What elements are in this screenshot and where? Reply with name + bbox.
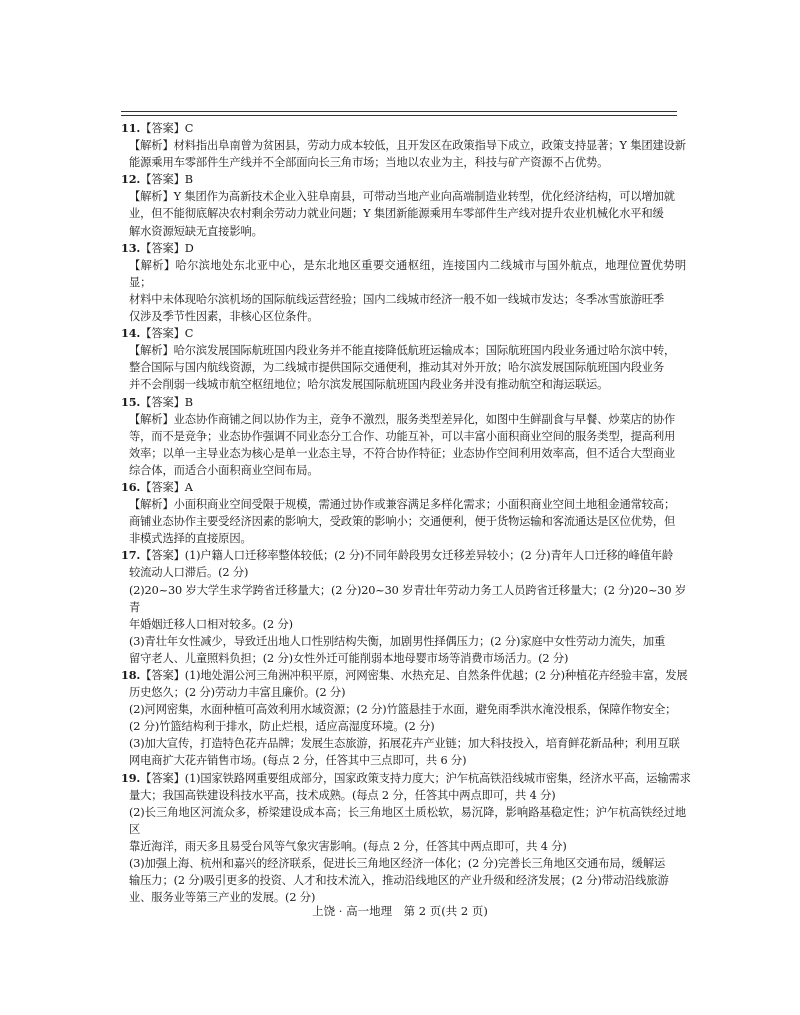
explanation-line: 非模式选择的直接原因。 — [129, 532, 252, 546]
answer-text: 【答案】D — [140, 241, 194, 255]
answer-text: 【答案】A — [140, 480, 193, 494]
answer-text: 【答案】B — [140, 395, 193, 409]
question-14 — [121, 325, 686, 393]
question-13 — [121, 240, 686, 325]
explanation-line: (2 分)竹篮结构利于排水，防止烂根，适应高湿度环境。(2 分) — [129, 720, 435, 734]
explanation-line: 仅涉及季节性因素，非核心区位条件。 — [129, 310, 319, 324]
explanation-line: (2)河网密集，水面种植可高效利用水域资源；(2 分)竹篮悬挂于水面，避免雨季洪水淹没根系，保障作物安全； — [129, 703, 677, 717]
header-rule — [121, 111, 677, 116]
question-19 — [121, 770, 691, 907]
question-number: 19. — [121, 770, 141, 785]
explanation-line: 【解析】哈尔滨地处东北亚中心，是东北地区重要交通枢纽，连接国内二线城市与国外航点，地理位置优势明显； — [129, 258, 686, 289]
explanation-line: 量大；我国高铁建设科技水平高，技术成熟。(每点 2 分，任答其中两点即可，共 4 分) — [129, 788, 556, 802]
explanation-line: 商铺业态协作主要受经济因素的影响大，受政策的影响小；交通便利，便于货物运输和客流通达是区位优势，但 — [129, 515, 676, 529]
answer-line — [121, 479, 686, 496]
answer-line — [121, 120, 686, 137]
explanation-line: (2)长三角地区河流众多，桥梁建设成本高；长三角地区土质松软，易沉降，影响路基稳定性；沪乍杭高铁经过地区 — [129, 805, 686, 836]
question-number: 16. — [121, 479, 141, 494]
explanation-line: (3)加大宣传，打造特色花卉品牌；发展生态旅游，拓展花卉产业链；加大科技投入，培育鲜花新品种；利用互联 — [129, 737, 680, 751]
answer-text: 【答案】(1)户籍人口迁移率整体较低；(2 分)不同年龄段男女迁移差异较小；(2 分)青年人口迁移的峰值年龄 — [140, 549, 674, 563]
explanation-line: 能源乘用车零部件生产线并不全部面向长三角市场；当地以农业为主，科技与矿产资源不占优势。 — [129, 156, 609, 170]
explanation-line: 【解析】小面积商业空间受限于规模，需通过协作或兼容满足多样化需求；小面积商业空间土地租金通常较高； — [129, 498, 676, 512]
explanation-line: 【解析】Y 集团作为高新技术企业入驻阜南县，可带动当地产业向高端制造业转型，优化经济结构，可以增加就 — [129, 190, 675, 204]
question-11 — [121, 120, 686, 171]
explanation-line: 等，而不是竞争；业态协作强调不同业态分工合作、功能互补，可以丰富小面积商业空间的服务类型，提高利用 — [129, 429, 676, 443]
question-number: 17. — [121, 548, 141, 563]
answer-line — [121, 770, 691, 787]
question-number: 18. — [121, 668, 141, 682]
question-number: 11. — [121, 121, 141, 135]
explanation-line: 靠近海洋，雨天多且易受台风等气象灾害影响。(每点 2 分，任答其中两点即可，共 4 分) — [129, 839, 567, 853]
explanation-line: 输压力；(2 分)吸引更多的投资、人才和技术流入，推动沿线地区的产业升级和经济发展；(2 分)带动沿线旅游 — [129, 874, 669, 888]
answer-text: 【答案】B — [140, 173, 193, 187]
question-18 — [121, 667, 686, 770]
question-number: 12. — [121, 172, 141, 187]
question-17 — [121, 547, 686, 667]
question-16 — [121, 479, 686, 547]
answer-text: 【答案】C — [140, 122, 194, 135]
explanation-line: 年婚姻迁移人口相对较多。(2 分) — [129, 617, 293, 631]
explanation-line: 【解析】业态协作商铺之间以协作为主，竞争不激烈，服务类型差异化，如图中生鲜副食与早餐、炒菜店的协作 — [129, 412, 676, 426]
answer-text: 【答案】(1)地处湄公河三角洲冲积平原，河网密集、水热充足、自然条件优越；(2 分)种植花卉经验丰富，发展 — [140, 669, 688, 682]
page-footer: 上饶 · 高一地理 第 2 页(共 2 页) — [312, 904, 488, 918]
explanation-line: 网电商扩大花卉销售市场。(每点 2 分，任答其中三点即可，共 6 分) — [129, 754, 467, 768]
explanation-line: (3)青壮年女性减少，导致迁出地人口性别结构失衡，加剧男性择偶压力；(2 分)家庭中女性劳动力流失，加重 — [129, 634, 666, 648]
explanation-line: 并不会削弱一线城市航空枢纽地位；哈尔滨发展国际航班国内段业务并没有推动航空和海运联运。 — [129, 378, 609, 392]
answer-line — [121, 547, 686, 564]
answer-text: 【答案】(1)国家铁路网重要组成部分，国家政策支持力度大；沪乍杭高铁沿线城市密集，经济水平高，运输需求 — [140, 771, 691, 785]
explanation-line: 历史悠久；(2 分)劳动力丰富且廉价。(2 分) — [129, 686, 346, 700]
answer-line — [121, 171, 686, 188]
answer-key-content — [121, 120, 691, 906]
explanation-line: 业，但不能彻底解决农村剩余劳动力就业问题；Y 集团新能源乘用车零部件生产线对提升农业机械化水平和缓 — [129, 207, 664, 221]
question-15 — [121, 394, 686, 479]
question-12 — [121, 171, 686, 239]
explanation-line: 较流动人口滞后。(2 分) — [129, 566, 249, 580]
answer-line — [121, 394, 686, 411]
answer-line — [121, 240, 686, 257]
explanation-line: 综合体，而适合小面积商业空间布局。 — [129, 463, 319, 477]
answer-line — [121, 667, 686, 684]
explanation-line: 【解析】材料指出阜南曾为贫困县，劳动力成本较低，且开发区在政策指导下成立，政策支持显著；Y 集团建设新 — [129, 139, 686, 153]
explanation-line: 整合国际与国内航线资源，为二线城市提供国际交通便利，推动其对外开放；哈尔滨发展国际航班国内段业务 — [129, 361, 665, 375]
answer-text: 【答案】C — [140, 327, 194, 341]
explanation-line: (3)加强上海、杭州和嘉兴的经济联系，促进长三角地区经济一体化；(2 分)完善长三角地区交通布局，缓解运 — [129, 857, 666, 871]
question-number: 15. — [121, 394, 141, 409]
explanation-line: 【解析】哈尔滨发展国际航班国内段业务并不能直接降低航班运输成本；国际航班国内段业务通过哈尔滨中转， — [129, 344, 676, 358]
answer-line — [121, 325, 686, 342]
explanation-line: 留守老人、儿童照料负担；(2 分)女性外迁可能削弱本地母婴市场等消费市场活力。(2 分) — [129, 651, 569, 665]
question-number: 14. — [121, 326, 141, 341]
question-number: 13. — [121, 240, 141, 255]
explanation-line: 解水资源短缺无直接影响。 — [129, 224, 263, 238]
explanation-line: 效率；以单一主导业态为核心是单一业态主导，不符合协作特征；业态协作空间利用效率高，但不适合大型商业 — [129, 446, 676, 460]
explanation-line: (2)20~30 岁大学生求学跨省迁移量大；(2 分)20~30 岁青壮年劳动力务工人员跨省迁移量大；(2 分)20~30 岁青 — [129, 583, 686, 614]
explanation-line: 业、服务业等第三产业的发展。(2 分) — [129, 891, 316, 905]
explanation-line: 材料中未体现哈尔滨机场的国际航线运营经验；国内二线城市经济一般不如一线城市发达；冬季冰雪旅游旺季 — [129, 292, 665, 306]
